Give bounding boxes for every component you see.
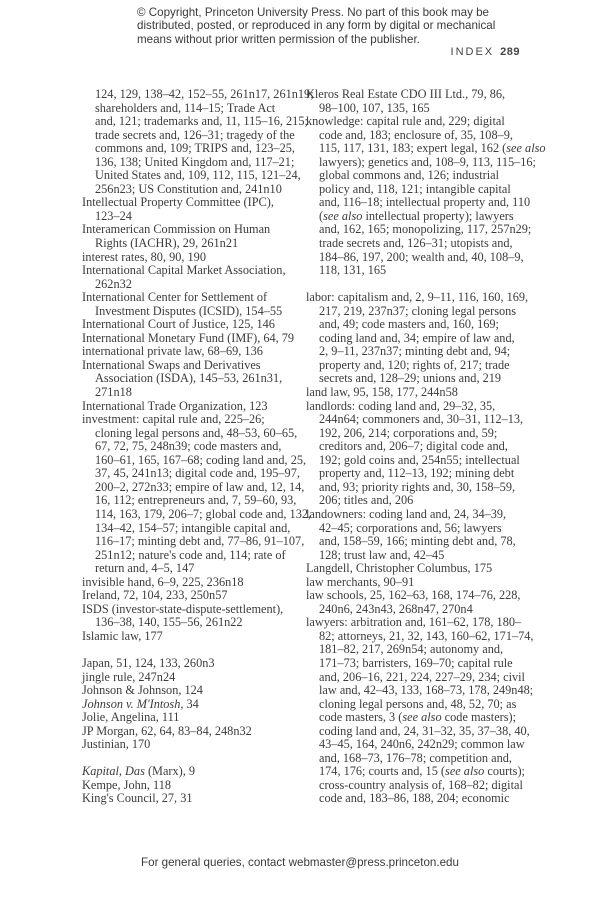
index-continuation-line: 123–24 — [95, 208, 132, 223]
index-continuation-line: 118, 131, 165 — [319, 263, 387, 278]
index-entry-line: Kempe, John, 118 — [82, 777, 172, 792]
index-continuation-line: coding land and, 34; empire of law and, — [319, 330, 515, 345]
index-continuation-line: policy and, 118, 121; intangible capital — [319, 181, 511, 196]
index-continuation-line: 251n12; nature's code and, 114; rate of — [95, 547, 286, 562]
index-continuation-line: 128; trust law and, 42–45 — [319, 547, 445, 562]
index-column-right — [306, 87, 546, 806]
index-entry-line: Justinian, 170 — [82, 737, 151, 752]
text: intellectual property); lawyers — [362, 208, 514, 223]
copyright-notice — [137, 6, 537, 46]
notice-line: © Copyright, Princeton University Press. No part of this book may be — [137, 6, 489, 19]
index-continuation-line: 262n32 — [95, 276, 132, 291]
blank-line — [82, 752, 307, 766]
index-continuation-line: secrets and, 128–29; unions and, 219 — [319, 371, 502, 386]
text: 174, 176; courts and, 15 ( — [319, 764, 446, 779]
index-entry-line: land law, 95, 158, 177, 244n58 — [306, 385, 458, 400]
index-entry-line: Jolie, Angelina, 111 — [82, 710, 180, 725]
notice-line: means without prior written permission of the publisher. — [137, 32, 420, 46]
index-continuation-line: 184–86, 197, 200; wealth and, 40, 108–9, — [319, 249, 524, 264]
italic-text: see also — [445, 764, 485, 779]
notice-line: distributed, posted, or reproduced in any form by digital or mechanical — [137, 19, 496, 33]
index-continuation-line: creditors and, 206–7; digital code and, — [319, 439, 508, 454]
section-title: INDEX — [450, 46, 495, 58]
index-continuation-line: 206; titles and, 206 — [319, 493, 414, 508]
italic-text: Johnson v. M'Intosh — [82, 696, 181, 711]
index-continuation-line: 136, 138; United Kingdom and, 117–21; — [95, 154, 295, 169]
index-entry-line: Islamic law, 177 — [82, 628, 163, 643]
index-entry-line: landowners: coding land and, 24, 34–39, — [306, 506, 507, 521]
index-continuation-line: return and, 4–5, 147 — [95, 561, 195, 576]
index-entry-line: Japan, 51, 124, 133, 260n3 — [82, 655, 215, 670]
index-continuation-line — [306, 765, 531, 779]
text: (Marx), 9 — [144, 764, 196, 779]
index-entry-line: Kleros Real Estate CDO III Ltd., 79, 86, — [306, 87, 506, 101]
index-entry-line: International Court of Justice, 125, 146 — [82, 317, 275, 332]
index-continuation-line: and, 93; priority rights and, 30, 158–59, — [319, 479, 516, 494]
index-continuation-line: 124, 129, 138–42, 152–55, 261n17, 261n19; — [95, 87, 314, 101]
index-continuation-line: 181–82, 217, 269n54; autonomy and, — [319, 642, 504, 657]
index-continuation-line: property and, 112–13, 192; mining debt — [319, 466, 515, 481]
index-entry-line: investment: capital rule and, 225–26; — [82, 412, 265, 427]
index-entry-line: International Swaps and Derivatives — [82, 357, 261, 372]
index-entry-line: JP Morgan, 62, 64, 83–84, 248n32 — [82, 723, 252, 738]
index-continuation-line: 244n64; commoners and, 30–31, 112–13, — [319, 412, 524, 427]
index-entry-line: Johnson & Johnson, 124 — [82, 683, 203, 698]
index-entry-line: law merchants, 90–91 — [306, 574, 415, 589]
index-entry-line: invisible hand, 6–9, 225, 236n18 — [82, 574, 244, 589]
index-column-left — [82, 87, 314, 806]
index-continuation-line: global commons and, 126; industrial — [319, 168, 499, 183]
index-entry-line: jingle rule, 247n24 — [82, 669, 176, 684]
index-entry-line: law schools, 25, 162–63, 168, 174–76, 228, — [306, 588, 521, 603]
index-entry-line: interest rates, 80, 90, 190 — [82, 249, 206, 264]
index-entry-line: labor: capitalism and, 2, 9–11, 116, 160, 169, — [306, 290, 529, 305]
running-head — [451, 46, 520, 58]
text: , 34 — [180, 696, 199, 711]
italic-text: see also — [402, 710, 442, 725]
index-entry-line: lawyers: arbitration and, 161–62, 178, 180– — [306, 615, 522, 630]
index-continuation-line: 37, 45, 241n13; digital code and, 195–97, — [95, 466, 300, 481]
index-continuation-line: and, 168–73, 176–78; competition and, — [319, 750, 512, 765]
index-entry-line — [82, 765, 307, 779]
index-continuation-line: law and, 42–43, 133, 168–73, 178, 249n48; — [319, 683, 534, 698]
index-entry-line: Ireland, 72, 104, 233, 250n57 — [82, 588, 228, 603]
index-entry-line: landlords: coding land and, 29–32, 35, — [306, 398, 496, 413]
index-continuation-line: 67, 72, 75, 248n39; code masters and, — [95, 439, 282, 454]
index-continuation-line: 114, 163, 179, 206–7; global code and, 132, — [95, 506, 312, 521]
index-continuation-line: code and, 183; enclosure of, 35, 108–9, — [319, 127, 513, 142]
index-continuation-line: 134–42, 154–57; intangible capital and, — [95, 520, 291, 535]
index-continuation-line: 43–45, 164, 240n6, 242n29; common law — [319, 737, 525, 752]
index-entry-line: International Trade Organization, 123 — [82, 398, 268, 413]
blank-line — [82, 643, 307, 657]
index-continuation-line — [306, 210, 531, 224]
index-continuation-line: 98–100, 107, 135, 165 — [319, 100, 430, 115]
index-continuation-line: 2, 9–11, 237n37; minting debt and, 94; — [319, 344, 511, 359]
index-continuation-line: 171–73; barristers, 169–70; capital rule — [319, 655, 513, 670]
index-continuation-line: trade secrets and, 126–31; utopists and, — [319, 236, 513, 251]
index-continuation-line: cloning legal persons and, 48–53, 60–65, — [95, 425, 298, 440]
index-continuation-line: property and, 120; rights of, 217; trade — [319, 357, 510, 372]
index-continuation-line: coding land and, 24, 31–32, 35, 37–38, 40, — [319, 723, 530, 738]
index-continuation-line: and, 162, 165; monopolizing, 117, 257n29; — [319, 222, 532, 237]
index-entry-line: King's Council, 27, 31 — [82, 791, 193, 806]
index-continuation-line: 136–38, 140, 155–56, 261n22 — [95, 615, 243, 630]
index-continuation-line: and, 121; trademarks and, 11, 115–16, 215; — [95, 114, 308, 129]
index-continuation-line: United States and, 109, 112, 115, 121–24, — [95, 168, 301, 183]
index-entry-line: International Center for Settlement of — [82, 290, 268, 305]
index-entry-line: Langdell, Christopher Columbus, 175 — [306, 561, 493, 576]
index-entry-line: knowledge: capital rule and, 229; digital — [306, 114, 505, 129]
index-continuation-line: code and, 183–86, 188, 204; economic — [319, 791, 510, 806]
index-entry-line: International Monetary Fund (IMF), 64, 79 — [82, 330, 295, 345]
text: courts); — [484, 764, 525, 779]
text: 115, 117, 131, 183; expert legal, 162 ( — [319, 141, 507, 156]
index-entry-line: international private law, 68–69, 136 — [82, 344, 263, 359]
index-continuation-line: 192, 206, 214; corporations and, 59; — [319, 425, 498, 440]
index-continuation-line: Association (ISDA), 145–53, 261n31, — [95, 371, 283, 386]
index-continuation-line: and, 206–16, 221, 224, 227–29, 234; civil — [319, 669, 525, 684]
index-continuation-line: Investment Disputes (ICSID), 154–55 — [95, 303, 283, 318]
index-continuation-line: trade secrets and, 126–31; tragedy of the — [95, 127, 295, 142]
index-continuation-line: 116–17; minting debt and, 77–86, 91–107, — [95, 534, 305, 549]
index-continuation-line: cloning legal persons and, 48, 52, 70; as — [319, 696, 517, 711]
index-continuation-line: lawyers); genetics and, 108–9, 113, 115–16; — [319, 154, 536, 169]
index-continuation-line: Rights (IACHR), 29, 261n21 — [95, 236, 239, 251]
index-continuation-line: 192; gold coins and, 254n55; intellectual — [319, 452, 520, 467]
footer-contact: For general queries, contact webmaster@press.princeton.edu — [141, 856, 459, 869]
text: ( — [319, 208, 324, 223]
index-continuation-line: 256n23; US Constitution and, 241n10 — [95, 181, 282, 196]
index-entry-line: Interamerican Commission on Human — [82, 222, 271, 237]
index-continuation-line: and, 116–18; intellectual property and, 110 — [319, 195, 531, 210]
index-continuation-line: 271n18 — [95, 385, 132, 400]
index-entry-line — [82, 698, 307, 712]
index-continuation-line — [306, 141, 546, 156]
italic-text: see also — [506, 141, 546, 156]
blank-line — [306, 278, 531, 292]
index-continuation-line: and, 49; code masters and, 160, 169; — [319, 317, 499, 332]
index-continuation-line: cross-country analysis of, 168–82; digital — [319, 777, 523, 792]
index-continuation-line: shareholders and, 114–15; Trade Act — [95, 100, 276, 115]
index-continuation-line: 42–45; corporations and, 56; lawyers — [319, 520, 502, 535]
index-entry-line: ISDS (investor-state-dispute-settlement), — [82, 601, 284, 616]
index-continuation-line: commons and, 109; TRIPS and, 123–25, — [95, 141, 295, 156]
text: code masters); — [441, 710, 517, 725]
index-continuation-line: 217, 219, 237n37; cloning legal persons — [319, 303, 517, 318]
italic-text: Kapital, Das — [82, 764, 145, 779]
index-continuation-line: 82; attorneys, 21, 32, 143, 160–62, 171–74, — [319, 628, 534, 643]
italic-text: see also — [323, 208, 363, 223]
page-number: 289 — [500, 46, 520, 58]
index-entry-line: International Capital Market Association, — [82, 263, 286, 278]
index-entry-line: Intellectual Property Committee (IPC), — [82, 195, 274, 210]
text: code masters, 3 ( — [319, 710, 403, 725]
index-continuation-line: 240n6, 243n43, 268n47, 270n4 — [319, 601, 473, 616]
index-continuation-line — [306, 711, 531, 725]
index-continuation-line: 16, 112; entrepreneurs and, 7, 59–60, 93, — [95, 493, 297, 508]
index-continuation-line: and, 158–59, 166; minting debt and, 78, — [319, 534, 516, 549]
index-continuation-line: 200–2, 272n33; empire of law and, 12, 14, — [95, 479, 305, 494]
index-continuation-line: 160–61, 165, 167–68; coding land and, 25, — [95, 452, 307, 467]
